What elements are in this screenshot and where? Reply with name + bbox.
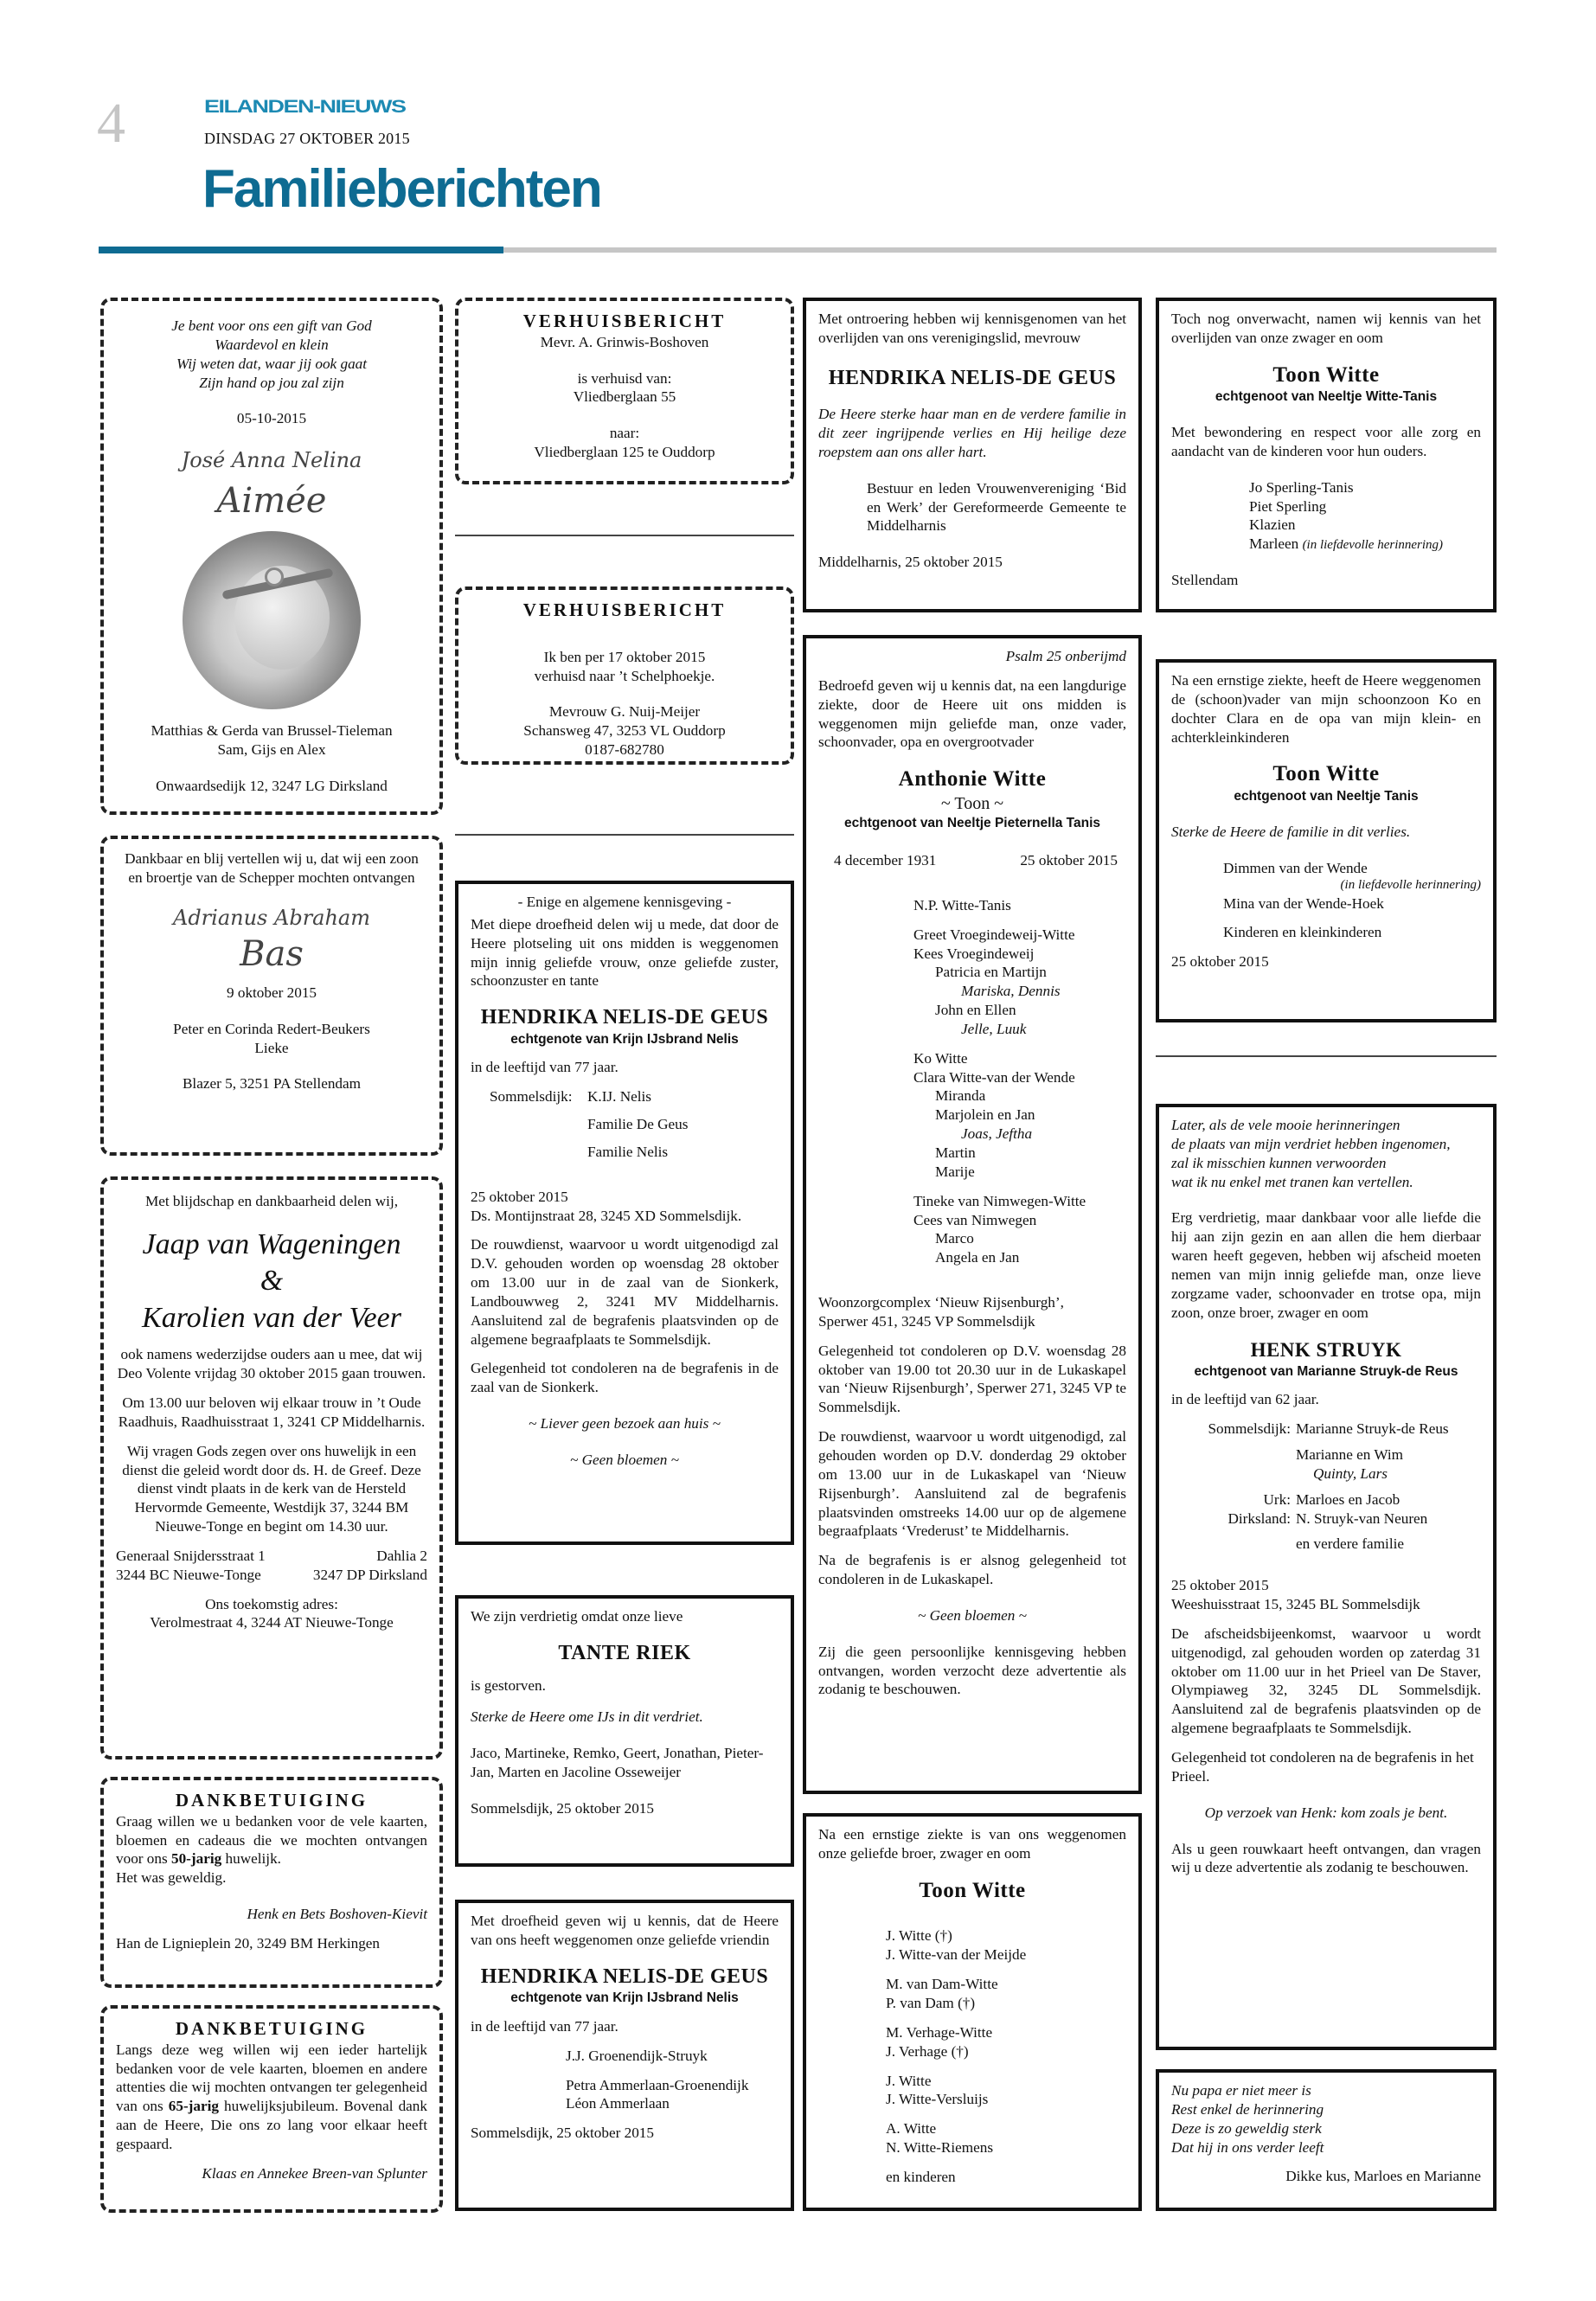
family-member: Martin bbox=[935, 1144, 976, 1161]
heading: DANKBETUIGING bbox=[175, 2018, 369, 2039]
sibling: Lieke bbox=[254, 1039, 289, 1056]
family-list bbox=[818, 1926, 1126, 2186]
family-list bbox=[471, 1087, 779, 1162]
date: 25 oktober 2015 bbox=[471, 1188, 568, 1205]
poem bbox=[1171, 1116, 1481, 1191]
ampersand: & bbox=[260, 1265, 284, 1298]
thanks-text bbox=[116, 2041, 427, 2154]
signature: Klaas en Annekee Breen-van Splunter bbox=[202, 2164, 427, 2182]
verse: De Heere sterke haar man en de verdere familie in dit zeer ingrijpende verlies en Hij heilige deze roepstem aan ons aller hart. bbox=[818, 406, 1126, 460]
family-member: John en Ellen bbox=[935, 1002, 1016, 1019]
poem-line: Later, als de vele mooie herinneringen bbox=[1171, 1117, 1401, 1133]
family-member: Angela en Jan bbox=[935, 1249, 1020, 1266]
divider bbox=[1156, 1055, 1497, 1057]
family-member: Marco bbox=[935, 1230, 974, 1247]
parents: Matthias & Gerda van Brussel-Tieleman bbox=[151, 722, 393, 740]
place: Stellendam bbox=[1171, 572, 1239, 589]
family-group bbox=[886, 2072, 1126, 2110]
family-group bbox=[886, 1975, 1126, 2013]
text: Langs deze weg willen wij een ieder hartelijk bedanken voor de vele kaarten, bloemen en andere attenties die wij mochten ontvangen ter gelegenheid van ons bbox=[116, 2041, 427, 2115]
paragraph: Na een ernstige ziekte is van ons weggenomen onze geliefde broer, zwager en oom bbox=[818, 1826, 1126, 1862]
address: Blazer 5, 3251 PA Stellendam bbox=[182, 1075, 362, 1093]
family-member: K.IJ. Nelis bbox=[587, 1088, 651, 1106]
family-member: M. van Dam-Witte bbox=[886, 1976, 998, 1993]
text: We zijn verdrietig omdat onze lieve bbox=[471, 1608, 683, 1625]
text: is gestorven. bbox=[471, 1677, 546, 1695]
paragraph: Met diepe droefheid delen wij u mede, dat door de Heere plotseling uit ons midden is weggenomen mijn innig geliefde vrouw, onze geliefde zuster, schoonzuster en tante bbox=[471, 915, 779, 990]
paragraph: Toch nog onverwacht, namen wij kennis van het overlijden van onze zwager en oom bbox=[1171, 311, 1481, 346]
place-date: Sommelsdijk, 25 oktober 2015 bbox=[471, 1799, 654, 1817]
address: Ds. Montijnstraat 28, 3245 XD Sommelsdijk. bbox=[471, 1207, 742, 1224]
address: Weeshuisstraat 15, 3245 BL Sommelsdijk bbox=[1171, 1596, 1420, 1613]
heading: DANKBETUIGING bbox=[175, 1790, 369, 1811]
poem-line: Dat hij in ons verder leeft bbox=[1171, 2138, 1324, 2156]
paragraph: Gelegenheid tot condoleren na de begrafenis in het Prieel. bbox=[1171, 1748, 1474, 1785]
signatory: Léon Ammerlaan bbox=[566, 2095, 670, 2112]
signature: Henk en Bets Boshoven-Kievit bbox=[247, 1906, 427, 1923]
birth-date: 05-10-2015 bbox=[236, 410, 307, 427]
text: Graag willen we u bedanken voor de vele kaarten, bloemen en cadeaus die we mochten ontvangen voor ons bbox=[116, 1812, 427, 1868]
family-row bbox=[1171, 1445, 1481, 1465]
family-group bbox=[886, 2023, 1126, 2061]
psalm-reference: Psalm 25 onberijmd bbox=[1005, 648, 1126, 664]
poem-line: de plaats van mijn verdriet hebben ingenomen, bbox=[1171, 1135, 1451, 1152]
signatory: Bestuur en leden Vrouwenvereniging ‘Bid en Werk’ der Gereformeerde Gemeente te Middelharnis bbox=[867, 479, 1126, 535]
address: Sperwer 451, 3245 VP Sommelsdijk bbox=[818, 1312, 1035, 1330]
family-row bbox=[1171, 1420, 1481, 1439]
future-address-label: Ons toekomstig adres: bbox=[205, 1595, 338, 1612]
remembrance-note: (in liefdevolle herinnering) bbox=[1340, 878, 1481, 893]
paragraph: ook namens wederzijdse ouders aan u mee, dat wij Deo Volente vrijdag 30 oktober 2015 gaan trouwen. bbox=[117, 1346, 426, 1382]
family-member: Familie De Geus bbox=[587, 1116, 689, 1133]
paragraph: Met ontroering hebben wij kennisgenomen van het overlijden van ons verenigingslid, mevrouw bbox=[818, 311, 1126, 346]
signatory: Dikke kus, Marloes en Marianne bbox=[1285, 2168, 1481, 2185]
family-member: J. Witte (†) bbox=[886, 1927, 952, 1945]
spouse: echtgenote van Krijn IJsbrand Nelis bbox=[510, 1031, 739, 1047]
birth-date: 9 oktober 2015 bbox=[226, 984, 317, 1001]
family-member: N. Struyk-van Neuren bbox=[1296, 1509, 1428, 1527]
new-address: Vliedberglaan 125 te Ouddorp bbox=[534, 444, 715, 461]
siblings: Sam, Gijs en Alex bbox=[217, 741, 326, 759]
groom-name: Jaap van Wageningen bbox=[142, 1227, 401, 1260]
family-member: Marianne Struyk-de Reus bbox=[1296, 1420, 1449, 1438]
family-member: Quinty, Lars bbox=[1313, 1465, 1388, 1482]
family-member: J. Verhage (†) bbox=[886, 2042, 969, 2060]
verse: Sterke de Heere ome IJs in dit verdriet. bbox=[471, 1708, 703, 1726]
spouse: echtgenoot van Neeltje Tanis bbox=[1234, 789, 1419, 804]
heading: VERHUISBERICHT bbox=[522, 311, 727, 331]
signatories bbox=[1171, 859, 1481, 943]
family-member: N.P. Witte-Tanis bbox=[913, 896, 1011, 913]
family-member: Cees van Nimwegen bbox=[913, 1211, 1037, 1228]
life-dates bbox=[818, 851, 1126, 870]
family-member: Kees Vroegindeweij bbox=[913, 945, 1035, 962]
birth-date: 4 december 1931 bbox=[834, 852, 937, 869]
poem-line: Zijn hand op jou zal zijn bbox=[199, 374, 344, 391]
poem-line: Wij weten dat, waar jij ook gaat bbox=[176, 355, 368, 372]
family-member: M. Verhage-Witte bbox=[886, 2023, 993, 2041]
text: Het was geweldig. bbox=[116, 1869, 227, 1887]
old-address: Vliedberglaan 55 bbox=[573, 388, 676, 406]
family-row bbox=[1171, 1509, 1481, 1529]
family-member: J. Witte-van der Meijde bbox=[886, 1946, 1027, 1964]
signatory: J.J. Groenendijk-Struyk bbox=[566, 2047, 708, 2064]
paragraph: Om 13.00 uur beloven wij elkaar trouw in ’t Oude Raadhuis, Raadhuisstraat 1, 3241 CP Middelharnis. bbox=[118, 1394, 426, 1430]
signatory: Mina van der Wende-Hoek bbox=[1223, 894, 1384, 912]
address-line: Dahlia 2 bbox=[376, 1547, 427, 1564]
moving-notice-nuij bbox=[455, 586, 794, 765]
divider bbox=[455, 834, 794, 836]
family-group bbox=[886, 1926, 1126, 1965]
child-first-name: Bas bbox=[240, 934, 304, 975]
text: naar: bbox=[609, 425, 640, 442]
poem-line: Waardevol en klein bbox=[215, 336, 329, 353]
wedding-announcement bbox=[100, 1176, 443, 1759]
family-member: Joas, Jeftha bbox=[961, 1125, 1033, 1143]
resident-name: Mevr. A. Grinwis-Boshoven bbox=[540, 333, 709, 350]
moving-notice-grinwis bbox=[455, 298, 794, 484]
signatory: Marleen bbox=[1249, 535, 1299, 553]
obituary-nelis-association bbox=[803, 298, 1142, 612]
family-member: P. van Dam (†) bbox=[886, 1994, 976, 2011]
header-rule bbox=[503, 247, 1497, 253]
deceased-name: HENK STRUYK bbox=[1250, 1339, 1402, 1362]
family-member: Patricia en Martijn bbox=[935, 964, 1047, 981]
address-line: 3247 DP Dirksland bbox=[312, 1566, 427, 1583]
paragraph: Bedroefd geven wij u kennis dat, na een langdurige ziekte, door de Heere uit ons midden is weggenomen mijn geliefde man, onze vader, schoonvader, opa en overgrootvader bbox=[818, 676, 1126, 751]
deceased-name: Toon Witte bbox=[1272, 762, 1380, 786]
address: Woonzorgcomplex ‘Nieuw Rijsenburgh’, bbox=[818, 1294, 1064, 1311]
spouse: echtgenoot van Neeltje Witte-Tanis bbox=[1215, 389, 1438, 405]
signatory: Piet Sperling bbox=[1249, 497, 1327, 515]
paragraph: Met bewondering en respect voor alle zorg en aandacht van de kinderen voor hun ouders. bbox=[1171, 424, 1481, 459]
family-member: J. Witte bbox=[886, 2072, 932, 2089]
deceased-name: TANTE RIEK bbox=[558, 1641, 691, 1664]
intro: Met blijdschap en dankbaarheid delen wij, bbox=[144, 1193, 399, 1209]
paragraph: Na de begrafenis is er alsnog gelegenheid tot condoleren in de Lukaskapel. bbox=[818, 1552, 1126, 1588]
deceased-name: Toon Witte bbox=[919, 1878, 1026, 1902]
family-member: Jelle, Luuk bbox=[961, 1020, 1027, 1037]
masthead-logo: EILANDEN-NIEUWS bbox=[204, 96, 406, 117]
thanks-breen bbox=[100, 2005, 443, 2213]
divider bbox=[455, 535, 794, 536]
phone-number: 0187-682780 bbox=[585, 741, 664, 759]
family-member: N. Witte-Riemens bbox=[886, 2139, 994, 2157]
family-member: Ko Witte bbox=[913, 1049, 968, 1067]
place: Sommelsdijk: bbox=[490, 1088, 573, 1106]
obituary-toon-witte-wende bbox=[1156, 659, 1497, 1022]
deceased-name: Anthonie Witte bbox=[898, 767, 1047, 792]
child-names: José Anna Nelina bbox=[181, 448, 362, 473]
paragraph: De rouwdienst, waarvoor u wordt uitgenodigd zal D.V. gehouden worden op woensdag 28 oktober om 13.00 uur in de zaal van de Sionkerk, Landbouwweg 2, 3241 MV Middelharnis. Aansluitend zal de begrafenis plaatsvinden op de algemene begraafplaats te Sommelsdijk. bbox=[471, 1236, 779, 1348]
page-number: 4 bbox=[97, 92, 125, 155]
verse: Sterke de Heere de familie in dit verlies. bbox=[1171, 823, 1411, 840]
thanks-text bbox=[116, 1812, 427, 1869]
memorial-papa bbox=[1156, 2069, 1497, 2211]
family-member: J. Witte-Versluijs bbox=[886, 2091, 989, 2108]
family-member: Mariska, Dennis bbox=[961, 983, 1061, 1000]
child-names: Adrianus Abraham bbox=[172, 905, 370, 930]
poem-line: Je bent voor ons een gift van God bbox=[171, 317, 372, 334]
family-row bbox=[1171, 1490, 1481, 1509]
age: in de leeftijd van 77 jaar. bbox=[471, 2017, 619, 2035]
family-member: Clara Witte-van der Wende bbox=[913, 1068, 1075, 1086]
deceased-name: HENDRIKA NELIS-DE GEUS bbox=[828, 366, 1117, 389]
family-member: Familie Nelis bbox=[587, 1143, 669, 1160]
addresses bbox=[116, 1547, 427, 1585]
address-line: 3244 BC Nieuwe-Tonge bbox=[116, 1566, 261, 1583]
poem-line: zal ik misschien kunnen verwoorden bbox=[1171, 1154, 1387, 1171]
obituary-toon-witte-siblings bbox=[803, 1813, 1142, 2211]
signatory: Jo Sperling-Tanis bbox=[1249, 478, 1354, 496]
family-member: Marianne en Wim bbox=[1296, 1446, 1404, 1463]
family-member: Marije bbox=[935, 1163, 975, 1180]
text: is verhuisd van: bbox=[577, 369, 672, 387]
announcement-text: Dankbaar en blij vertellen wij u, dat wij een zoon en broertje van de Schepper mochten ontvangen bbox=[125, 850, 419, 886]
anniversary-years: 65-jarig bbox=[168, 2098, 219, 2115]
family-row bbox=[1171, 1535, 1481, 1554]
notice-type: - Enige en algemene kennisgeving - bbox=[517, 894, 732, 910]
paragraph: Met droefheid geven wij u kennis, dat de Heere van ons heeft weggenomen onze geliefde vriendin bbox=[471, 1913, 779, 1948]
place: Urk: bbox=[1263, 1490, 1291, 1508]
paragraph: Erg verdrietig, maar dankbaar voor alle liefde die hij aan zijn gezin en aan allen die hem dierbaar waren heeft gegeven, hebben wij afscheid moeten nemen van mijn innig geliefde man, onze lieve zorgzame vader, schoonvader en trotse opa, mijn zoon, onze broer, zwager en oom bbox=[1171, 1209, 1481, 1321]
paragraph: Gelegenheid tot condoleren op D.V. woensdag 28 oktober van 19.00 tot 20.30 uur in de Lukaskapel van ‘Nieuw Rijsenburgh’, Sperwer 271, 3245 VP te Sommelsdijk. bbox=[818, 1342, 1126, 1416]
parents: Peter en Corinda Redert-Beukers bbox=[173, 1020, 370, 1037]
obituary-henk-struyk bbox=[1156, 1104, 1497, 2050]
family-group bbox=[886, 2119, 1126, 2157]
family-list bbox=[1171, 1420, 1481, 1554]
request: Op verzoek van Henk: kom zoals je bent. bbox=[1204, 1804, 1448, 1821]
text: verhuisd naar ’t Schelphoekje. bbox=[534, 667, 715, 684]
paragraph: De rouwdienst, waarvoor u wordt uitgenodigd, zal gehouden worden op D.V. donderdag 29 oktober om 13.00 uur in de Lukaskapel van ‘Nieuw Rijsenburgh’. Aansluitend zal de begrafenis plaatsvinden omstreeks 14.00 uur op de algemene begraafplaats ‘Vrederust’ te Middelharnis. bbox=[818, 1428, 1126, 1540]
child-first-name: Aimée bbox=[216, 480, 327, 521]
thanks-boshoven bbox=[100, 1777, 443, 1988]
family-member: A. Witte bbox=[886, 2120, 937, 2138]
family-list bbox=[818, 896, 1126, 1267]
spouse: echtgenoot van Neeltje Pieternella Tanis bbox=[843, 816, 1101, 831]
signatories: Jaco, Martineke, Remko, Geert, Jonathan, Pieter-Jan, Marten en Jacoline Osseweijer bbox=[471, 1745, 764, 1780]
anniversary-years: 50-jarig bbox=[170, 1850, 222, 1868]
request: ~ Geen bloemen ~ bbox=[918, 1606, 1027, 1624]
poem-line: wat ik nu enkel met tranen kan vertellen. bbox=[1171, 1173, 1413, 1190]
obituary-nelis-friends bbox=[455, 1900, 794, 2211]
address: Onwaardsedijk 12, 3247 LG Dirksland bbox=[156, 778, 388, 795]
death-date: 25 oktober 2015 bbox=[1020, 852, 1118, 869]
deceased-name: HENDRIKA NELIS-DE GEUS bbox=[480, 1965, 769, 1988]
obituary-anthonie-witte bbox=[803, 635, 1142, 1794]
obituary-tante-riek bbox=[455, 1595, 794, 1867]
request: ~ Liever geen bezoek aan huis ~ bbox=[529, 1415, 721, 1433]
deceased-name: HENDRIKA NELIS-DE GEUS bbox=[480, 1006, 769, 1029]
signatory: Klazien bbox=[1249, 516, 1296, 534]
deceased-name: Toon Witte bbox=[1272, 362, 1380, 387]
birth-announcement-aimee bbox=[100, 298, 443, 815]
family-member: Tineke van Nimwegen-Witte bbox=[913, 1192, 1086, 1209]
address-line: Generaal Snijdersstraat 1 bbox=[116, 1547, 266, 1564]
family-member: en kinderen bbox=[886, 2168, 956, 2185]
nickname: ~ Toon ~ bbox=[940, 793, 1004, 813]
text: Ik ben per 17 oktober 2015 bbox=[543, 648, 706, 665]
family-group bbox=[886, 2168, 1126, 2187]
paragraph: Wij vragen Gods zegen over ons huwelijk in een dienst die geleid wordt door ds. H. de Greef. Deze dienst vindt plaats in de kerk van de Hersteld Hervormde Gemeente, Westdijk 37, 3244 BM Nieuwe-Tonge en begint om 14.30 uur. bbox=[122, 1442, 421, 1535]
poem-line: Nu papa er niet meer is bbox=[1171, 2082, 1311, 2099]
poem-line: Deze is zo geweldig sterk bbox=[1171, 2119, 1322, 2137]
poem-line: Rest enkel de herinnering bbox=[1171, 2100, 1324, 2118]
family-member: Miranda bbox=[935, 1087, 986, 1105]
family-member: Greet Vroegindeweij-Witte bbox=[913, 926, 1075, 943]
paragraph: Na een ernstige ziekte, heeft de Heere weggenomen de (schoon)vader van mijn schoonzoon Ko en dochter Clara en de opa van mijn klein- en achterkleinkinderen bbox=[1171, 672, 1481, 746]
poem bbox=[1171, 2081, 1481, 2157]
age: in de leeftijd van 77 jaar. bbox=[471, 1059, 619, 1076]
address: Schansweg 47, 3253 VL Ouddorp bbox=[523, 722, 726, 740]
address: Han de Lignieplein 20, 3249 BM Herkingen bbox=[116, 1934, 381, 1952]
paragraph: Als u geen rouwkaart heeft ontvangen, dan vragen wij u deze advertentie als zodanig te beschouwen. bbox=[1171, 1840, 1481, 1876]
family-member: Marloes en Jacob bbox=[1296, 1490, 1401, 1508]
signatory: Kinderen en kleinkinderen bbox=[1223, 924, 1382, 941]
place: Sommelsdijk: bbox=[1208, 1420, 1291, 1438]
signatory: Petra Ammerlaan-Groenendijk bbox=[566, 2076, 749, 2093]
spouse: echtgenote van Krijn IJsbrand Nelis bbox=[510, 1990, 739, 2006]
header-rule-accent bbox=[99, 247, 503, 253]
heading: VERHUISBERICHT bbox=[522, 599, 727, 620]
request: ~ Geen bloemen ~ bbox=[570, 1452, 679, 1469]
family-member: en verdere familie bbox=[1296, 1535, 1405, 1553]
section-title: Familieberichten bbox=[202, 159, 601, 219]
remembrance-note: (in liefdevolle herinnering) bbox=[1302, 538, 1444, 553]
birth-announcement-bas bbox=[100, 836, 443, 1156]
text: huwelijk. bbox=[221, 1850, 281, 1868]
paragraph: Gelegenheid tot condoleren na de begrafenis in de zaal van de Sionkerk. bbox=[471, 1360, 779, 1396]
place: Dirksland: bbox=[1227, 1509, 1291, 1527]
obituary-nelis-family bbox=[455, 881, 794, 1545]
resident-name: Mevrouw G. Nuij-Meijer bbox=[548, 703, 701, 721]
place-date: Middelharnis, 25 oktober 2015 bbox=[818, 554, 1003, 571]
future-address: Verolmestraat 4, 3244 AT Nieuwe-Tonge bbox=[150, 1614, 394, 1631]
spouse: echtgenoot van Marianne Struyk-de Reus bbox=[1194, 1363, 1458, 1379]
age: in de leeftijd van 62 jaar. bbox=[1171, 1391, 1319, 1408]
signatory: Dimmen van der Wende bbox=[1223, 859, 1368, 876]
poem bbox=[116, 317, 427, 392]
obituary-toon-witte-sperling bbox=[1156, 298, 1497, 612]
date: 25 oktober 2015 bbox=[1171, 953, 1269, 971]
bride-name: Karolien van der Veer bbox=[142, 1301, 401, 1334]
signatories bbox=[1171, 478, 1481, 554]
family-row bbox=[1171, 1465, 1481, 1484]
baby-photo bbox=[183, 531, 361, 709]
paragraph: De afscheidsbijeenkomst, waarvoor u wordt uitgenodigd, zal gehouden worden op zaterdag 31 oktober om 11.00 uur in het Prieel van De Staver, Olympiaweg 32, 3245 DL Sommelsdijk. Aansluitend zal de begrafenis plaatsvinden op de algemene begraafplaats te Sommelsdijk. bbox=[1171, 1625, 1481, 1737]
paragraph: Zij die geen persoonlijke kennisgeving hebben ontvangen, worden verzocht deze advertentie als zodanig te beschouwen. bbox=[818, 1643, 1126, 1698]
place-date: Sommelsdijk, 25 oktober 2015 bbox=[471, 2125, 654, 2142]
text: huwelijksjubileum. Bovenal dank aan de Heere, Die ons zo lang voor elkaar heeft gespaard. bbox=[116, 2098, 427, 2152]
date: 25 oktober 2015 bbox=[1171, 1577, 1269, 1594]
issue-date: DINSDAG 27 OKTOBER 2015 bbox=[204, 130, 410, 147]
family-member: Marjolein en Jan bbox=[935, 1106, 1035, 1124]
